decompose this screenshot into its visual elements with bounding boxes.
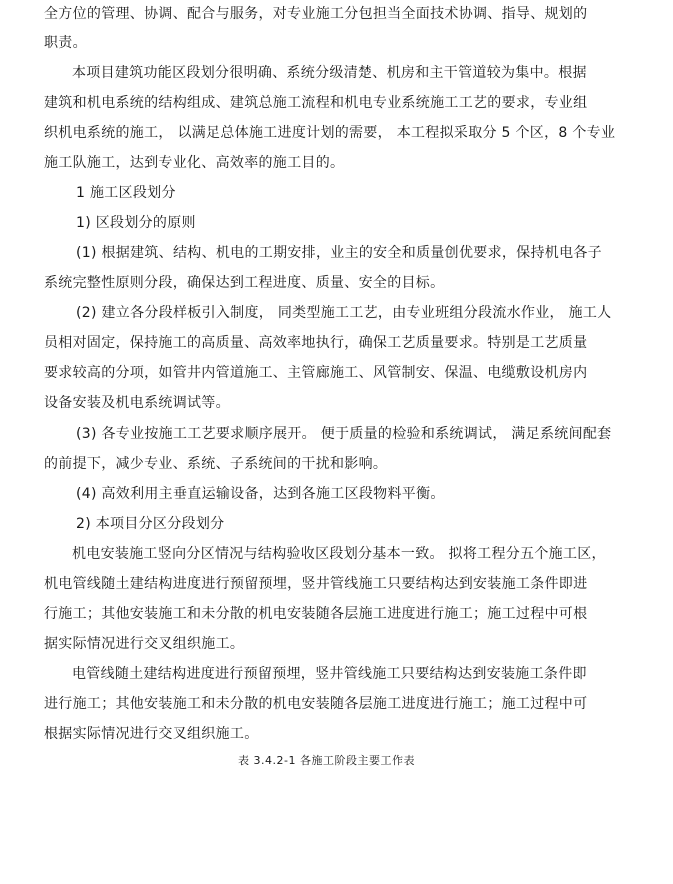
paragraph-line: 建筑和机电系统的结构组成、建筑总施工流程和机电专业系统施工工艺的要求，专业组 [44,95,588,111]
paragraph-line: 根据实际情况进行交叉组织施工。 [44,726,259,742]
list-item-line: 设备安装及机电系统调试等。 [44,395,230,411]
list-item-line: (1) 根据建筑、结构、机电的工期安排，业主的安全和质量创优要求，保持机电各子 [76,245,602,261]
paragraph-line: 进行施工；其他安装施工和未分散的机电安装随各层施工进度进行施工；施工过程中可 [44,696,588,712]
section-heading: 1 施工区段划分 [76,185,176,201]
list-item-line: (4) 高效利用主垂直运输设备，达到各施工区段物料平衡。 [76,486,445,502]
paragraph-line: 电管线随土建结构进度进行预留预埋，竖井管线施工只要结构达到安装施工条件即 [72,666,587,682]
list-item-line: 员相对固定，保持施工的高质量、高效率地执行，确保工艺质量要求。特别是工艺质量 [44,335,588,351]
list-item-line: 要求较高的分项，如管井内管道施工、主管廊施工、风管制安、保温、电缆敷设机房内 [44,365,588,381]
subsection-heading: 1) 区段划分的原则 [76,215,196,231]
paragraph-line: 机电管线随土建结构进度进行预留预埋，竖井管线施工只要结构达到安装施工条件即进 [44,576,588,592]
paragraph-line: 行施工；其他安装施工和未分散的机电安装随各层施工进度进行施工；施工过程中可根 [44,606,588,622]
list-item-line: 的前提下，减少专业、系统、子系统间的干扰和影响。 [44,456,388,472]
list-item-line: (3) 各专业按施工工艺要求顺序展开。 便于质量的检验和系统调试， 满足系统间配套 [76,426,612,442]
paragraph-line: 施工队施工，达到专业化、高效率的施工目的。 [44,155,345,171]
paragraph-line: 本项目建筑功能区段划分很明确、系统分级清楚、机房和主干管道较为集中。根据 [72,65,587,81]
subsection-heading: 2) 本项目分区分段划分 [76,516,225,532]
paragraph-line: 机电安装施工竖向分区情况与结构验收区段划分基本一致。 拟将工程分五个施工区， [72,546,606,562]
paragraph-line: 职责。 [44,35,87,51]
table-caption: 表 3.4.2-1 各施工阶段主要工作表 [238,754,415,767]
list-item-line: 系统完整性原则分段，确保达到工程进度、质量、安全的目标。 [44,275,445,291]
paragraph-line: 据实际情况进行交叉组织施工。 [44,636,245,652]
list-item-line: (2) 建立各分段样板引入制度， 同类型施工工艺，由专业班组分段流水作业， 施工人 [76,305,612,321]
paragraph-line: 织机电系统的施工， 以满足总体施工进度计划的需要， 本工程拟采取分 5 个区，8 个专业 [44,125,616,141]
paragraph-line: 全方位的管理、协调、配合与服务，对专业施工分包担当全面技术协调、指导、规划的 [44,6,588,22]
